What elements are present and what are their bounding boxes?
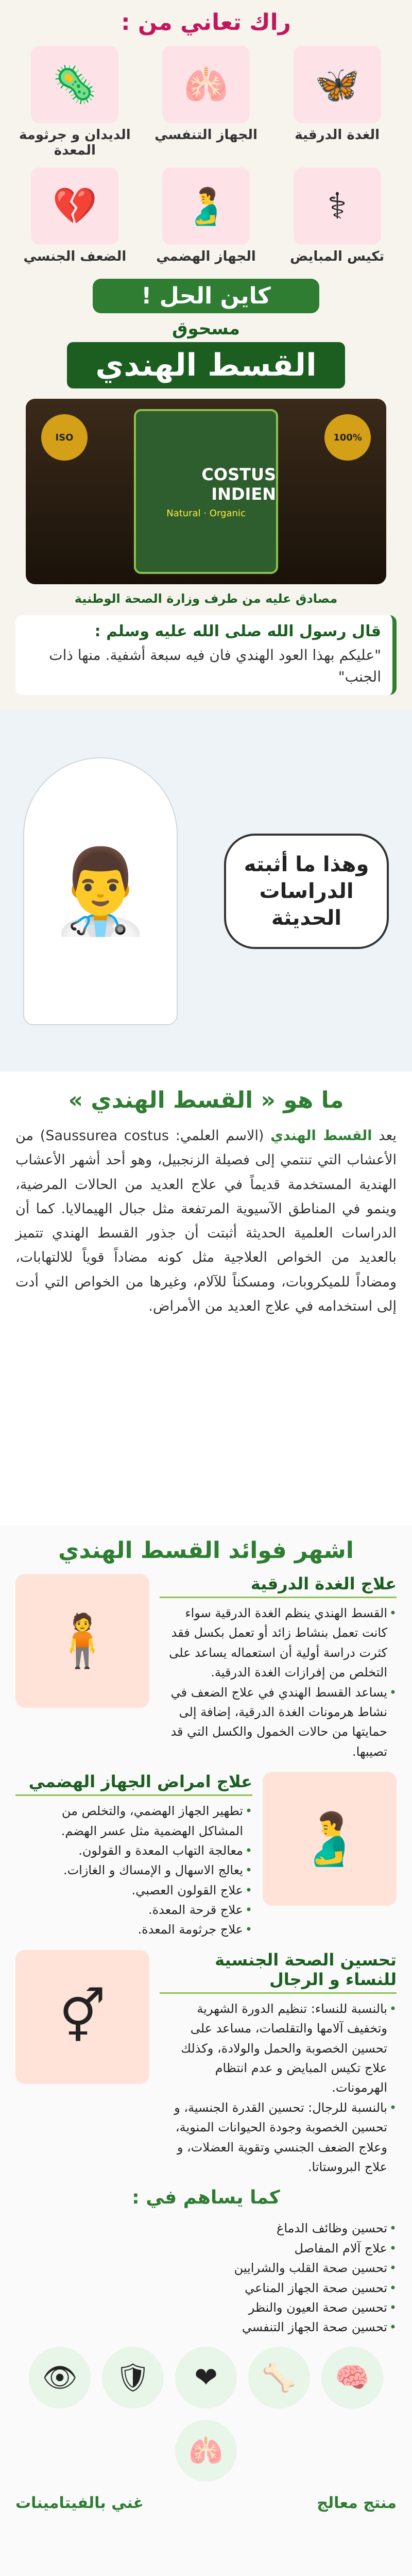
more-benefits	[15, 2218, 397, 2337]
hadith-quote	[15, 615, 397, 695]
what-is-title: ما هو « القسط الهندي »	[68, 1087, 344, 1113]
doctor-icon: 👨‍⚕	[23, 757, 178, 1025]
condition-label: الديدان و جرثومة المعدة	[19, 127, 131, 158]
intestine-icon: 🫃	[263, 1772, 397, 1906]
hadith-text: "عليكم بهذا العود الهندي فان فيه سبعة أشفية. منها ذات الجنب"	[49, 647, 381, 685]
condition-label: تكيس المبايض	[290, 249, 385, 264]
natural-badge: 100%	[324, 414, 371, 461]
approval-note: مصادق عليه من طرف وزارة الصحة الوطنية	[74, 591, 338, 606]
what-highlight: القسط الهندي	[270, 1128, 372, 1144]
doctor-section	[0, 711, 412, 1072]
condition-item	[15, 167, 134, 264]
also-helps-title: كما يساهم في :	[132, 2187, 280, 2209]
benefit-point: • القسط الهندي ينظم الغدة الدرقية سواء كانت تعمل بنشاط زائد أو تعمل بكسل فقد كثرت دراسة أولية أن استعماله يساعد على التخلص من إفرازات الغدة الدرقية.	[160, 1603, 397, 1683]
benefit-point: • علاج جرثومة المعدة.	[15, 1920, 252, 1939]
lungs-icon: 🫁	[175, 2420, 237, 2482]
benefit-block	[15, 1772, 397, 1940]
tag-processed: منتج معالج	[317, 2494, 397, 2512]
pouch-subtitle: Natural · Organic	[166, 507, 246, 519]
benefit-block	[15, 1574, 397, 1761]
heart-icon: ❤	[175, 2347, 237, 2409]
lungs-icon: 🫁	[162, 46, 250, 123]
benefit-point: • يساعد القسط الهندي في علاج الضعف في نشاط هرمونات الغدة الدرقية، إضافة إلى حمايتها من حالات الخمول والكسل التي قد تصيبها.	[160, 1683, 397, 1762]
benefits-title: اشهر فوائد القسط الهندي	[58, 1537, 354, 1564]
shield-icon: 🛡	[102, 2347, 164, 2409]
product-name: القسط الهندي	[67, 342, 345, 388]
gender-icon: ⚥	[15, 1950, 149, 2084]
what-is-text	[15, 1124, 397, 1318]
eye-icon: 👁	[29, 2347, 91, 2409]
what-text-start: يعد	[372, 1128, 397, 1144]
condition-label: الجهاز الهضمي	[156, 249, 256, 264]
conditions-grid	[0, 41, 412, 269]
benefit-heading: علاج امراض الجهاز الهضمي	[15, 1772, 252, 1796]
benefits-section	[0, 1525, 412, 2576]
condition-label: الضعف الجنسي	[23, 249, 127, 264]
benefit-point: • معالجة التهاب المعدة و القولون.	[15, 1841, 252, 1860]
more-benefit-item: • تحسين صحة الجهاز التنفسي	[15, 2317, 397, 2337]
more-benefit-item: • تحسين صحة الجهاز المناعي	[15, 2278, 397, 2298]
pouch-title: COSTUS INDIEN	[201, 464, 276, 504]
more-benefit-item: • تحسين صحة العيون والنظر	[15, 2298, 397, 2317]
benefit-point: • بالنسبة للنساء: تنظيم الدورة الشهرية وتخفيف آلامها والتقلصات، مساعد على تحسين الخصوبة والحمل والولادة، وكذلك علاج تكيس المبايض و عدم انتظام الهرمونات.	[160, 1999, 397, 2098]
benefit-point: • بالنسبة للرجال: تحسين القدرة الجنسية، و تحسين الخصوبة وجودة الحيوانات المنوية، وعلاج الضعف الجنسي وتقوية العضلات، و علاج البروستاتا.	[160, 2098, 397, 2177]
more-benefit-item: • علاج آلام المفاصل	[15, 2239, 397, 2258]
benefit-heading: علاج الغدة الدرقية	[160, 1574, 397, 1598]
benefit-point: • علاج القولون العصبي.	[15, 1880, 252, 1900]
condition-item	[278, 46, 397, 158]
powder-label: مسحوق	[172, 318, 240, 339]
condition-label: الجهاز التنفسي	[154, 127, 258, 143]
thyroid-neck-icon: 🧍	[15, 1574, 149, 1708]
benefit-point: • يعالج الاسهال و الإمساك و الغازات.	[15, 1860, 252, 1880]
solution-banner: كاين الحل !	[93, 279, 319, 313]
condition-item	[147, 167, 266, 264]
product-image	[26, 399, 386, 584]
couple-icon: 💔	[31, 167, 118, 245]
what-is-section	[0, 1072, 412, 1525]
condition-label: الغدة الدرقية	[295, 127, 380, 143]
benefit-icons-row	[15, 2347, 397, 2482]
ovary-icon: ⚕	[294, 167, 381, 245]
hero-section	[0, 0, 412, 711]
benefit-heading: تحسين الصحة الجنسية للنساء و الرجال	[160, 1950, 397, 1994]
stomach-bacteria-icon: 🦠	[31, 46, 118, 123]
condition-item	[15, 46, 134, 158]
more-benefit-item: • تحسين وظائف الدماغ	[15, 2218, 397, 2238]
condition-item	[278, 167, 397, 264]
more-benefit-item: • تحسين صحة القلب والشرايين	[15, 2258, 397, 2278]
joint-icon: 🦴	[248, 2347, 310, 2409]
quality-badge: ISO	[41, 414, 88, 461]
side-tags	[15, 2494, 397, 2512]
hadith-title: قال رسول الله صلى الله عليه وسلم :	[94, 622, 381, 640]
what-text-rest: (الاسم العلمي: Saussurea costus) من الأعشاب التي تنتمي إلى فصيلة الزنجبيل، وهو أحد أشهر الأعشاب الهندية المستخدمة قديماً في علاج العديد من الحالات المرضية، وينمو في المناطق الآسيوية المرتفعة مثل جبال الهيمالايا. كما أن الدراسات العلمية الحديثة أثبتت أن جذور القسط الهندي تتميز بالعديد من الخواص العلاجية مثل كونه مضاداً قوياً للالتهابات، ومضاداً للميكروبات، ومسكناً للآلام، وغيرها من الخواص التي أدت إلى استخدامه في علاج العديد من الأمراض.	[15, 1128, 397, 1314]
product-pouch	[134, 409, 278, 574]
brain-icon: 🧠	[321, 2347, 383, 2409]
benefit-point: • علاج قرحة المعدة.	[15, 1900, 252, 1920]
thyroid-icon: 🦋	[294, 46, 381, 123]
speech-bubble: وهذا ما أثبته الدراسات الحديثة	[224, 834, 389, 949]
condition-item	[147, 46, 266, 158]
benefit-block	[15, 1950, 397, 2177]
benefit-point: • تطهير الجهاز الهضمي، والتخلص من المشاكل الهضمية مثل عسر الهضم.	[15, 1801, 252, 1841]
digestive-icon: 🫃	[162, 167, 250, 245]
tag-vitamins: غني بالفيتامينات	[15, 2494, 144, 2512]
hero-title: راك تعاني من :	[121, 9, 291, 36]
